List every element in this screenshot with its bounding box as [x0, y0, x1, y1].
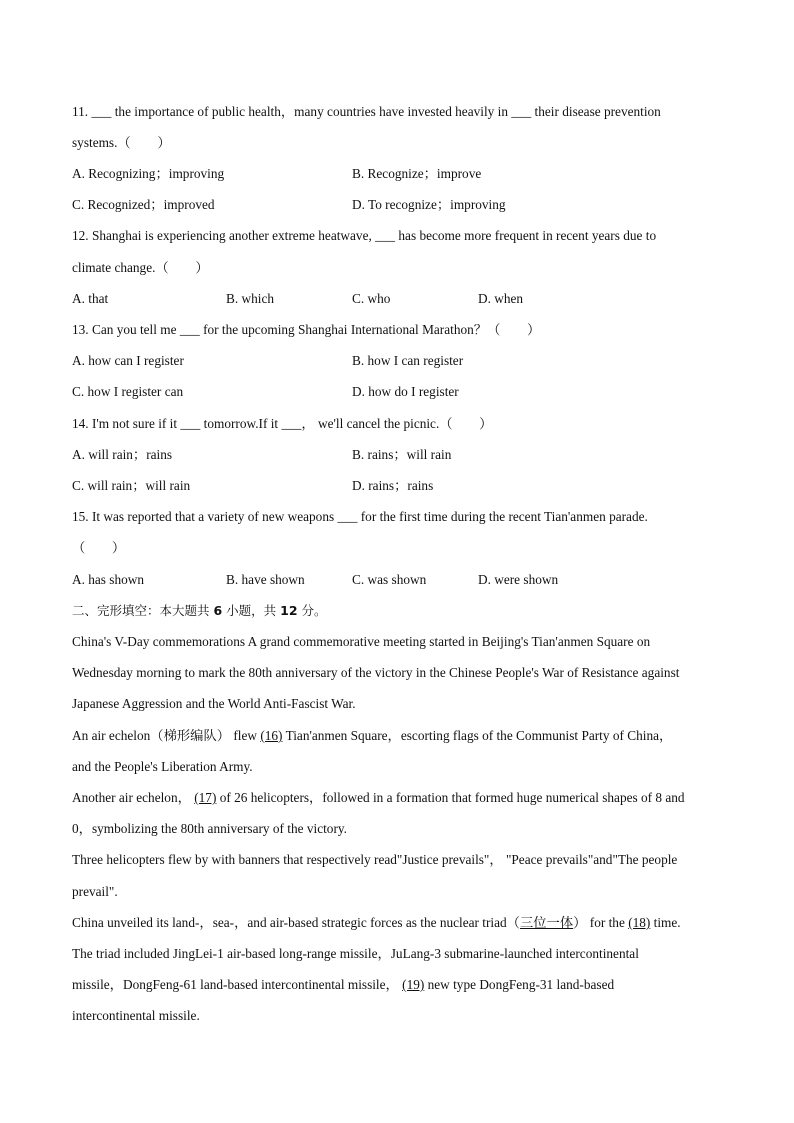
question-12-option-d: D. when: [478, 291, 524, 306]
question-11-stem-cont: systems.（ ）: [72, 135, 171, 150]
passage-p5-text-a: China unveiled its land-，sea-，and air-based strategic forces as the nuclear triad（: [72, 915, 520, 930]
question-11-stem: 11. ___ the importance of public health，many countries have invested heavily in ___ their disease prevention: [72, 104, 661, 119]
passage-p4-line-1: Three helicopters flew by with banners that respectively read"Justice prevails"， "Peace prevails"and"The people: [72, 852, 678, 867]
section-2-prefix: 二、完形填空：本大题共: [72, 603, 214, 618]
question-15-option-c: C. was shown: [352, 572, 427, 587]
passage-p1-line-2: Wednesday morning to mark the 80th anniversary of the victory in the Chinese People's War of Resistance against: [72, 665, 680, 680]
question-15-stem-cont: （ ）: [72, 540, 126, 555]
passage-p5-line-3: [72, 977, 614, 993]
passage-p5-line-3-a: missile，DongFeng-61 land-based intercontinental missile，: [72, 977, 403, 992]
question-13-option-a: A. how can I register: [72, 353, 184, 368]
question-13-stem: 13. Can you tell me ___ for the upcoming Shanghai International Marathon？（ ）: [72, 322, 541, 337]
passage-p3-line-2: 0，symbolizing the 80th anniversary of the victory.: [72, 821, 347, 836]
section-2-question-count: 6: [213, 603, 223, 618]
section-2-suffix: 分。: [297, 603, 327, 618]
question-11-option-d: D. To recognize；improving: [352, 197, 506, 212]
question-14-stem: 14. I'm not sure if it ___ tomorrow.If it ___， we'll cancel the picnic.（ ）: [72, 416, 493, 431]
question-11-option-c: C. Recognized；improved: [72, 197, 215, 212]
question-15-option-a: A. has shown: [72, 572, 145, 587]
passage-p3-line-1: [72, 790, 685, 806]
question-12-option-b: B. which: [226, 291, 275, 306]
passage-p2-text-a: An air echelon（梯形编队） flew: [72, 728, 261, 743]
blank-17: (17): [194, 790, 217, 805]
question-15-option-d: D. were shown: [478, 572, 559, 587]
passage-p5-text-b: ） for the: [573, 915, 629, 930]
question-12-stem: 12. Shanghai is experiencing another extreme heatwave, ___ has become more frequent in recent years due to: [72, 228, 657, 243]
question-14-option-d: D. rains；rains: [352, 478, 434, 493]
question-15-stem: 15. It was reported that a variety of new weapons ___ for the first time during the recent Tian'anmen parade.: [72, 509, 648, 524]
section-2-score: 12: [280, 603, 298, 618]
question-12-stem-cont: climate change.（ ）: [72, 260, 209, 275]
passage-p3-text-b: of 26 helicopters，followed in a formation that formed huge numerical shapes of 8 and: [216, 790, 685, 805]
question-11-option-b: B. Recognize；improve: [352, 166, 482, 181]
question-13-option-c: C. how I register can: [72, 384, 184, 399]
blank-19: (19): [402, 977, 425, 992]
question-14-option-c: C. will rain；will rain: [72, 478, 191, 493]
passage-p5-text-c: time.: [650, 915, 681, 930]
passage-p4-line-2: prevail".: [72, 884, 118, 899]
question-15-option-b: B. have shown: [226, 572, 305, 587]
passage-p2-line-2: and the People's Liberation Army.: [72, 759, 253, 774]
blank-16: (16): [260, 728, 283, 743]
passage-p2-line-1: [72, 728, 672, 744]
section-2-heading: [72, 603, 327, 619]
question-11-option-a: A. Recognizing；improving: [72, 166, 225, 181]
passage-p2-text-b: Tian'anmen Square，escorting flags of the Communist Party of China，: [282, 728, 673, 743]
triad-term: 三位一体: [519, 915, 574, 930]
section-2-mid: 小题，共: [222, 603, 281, 618]
question-12-option-a: A. that: [72, 291, 109, 306]
passage-p5-line-2: The triad included JingLei-1 air-based long-range missile，JuLang-3 submarine-launched intercontinental: [72, 946, 639, 961]
passage-p3-text-a: Another air echelon，: [72, 790, 195, 805]
question-14-option-a: A. will rain；rains: [72, 447, 173, 462]
passage-p5-line-3-b: new type DongFeng-31 land-based: [424, 977, 615, 992]
passage-p1-line-3: Japanese Aggression and the World Anti-Fascist War.: [72, 696, 356, 711]
passage-p1-line-1: China's V-Day commemorations A grand commemorative meeting started in Beijing's Tian'anmen Square on: [72, 634, 651, 649]
question-12-option-c: C. who: [352, 291, 391, 306]
passage-p5-line-4: intercontinental missile.: [72, 1008, 200, 1023]
passage-p5-line-1: [72, 915, 681, 931]
question-13-option-b: B. how I can register: [352, 353, 464, 368]
question-14-option-b: B. rains；will rain: [352, 447, 452, 462]
question-13-option-d: D. how do I register: [352, 384, 459, 399]
blank-18: (18): [628, 915, 651, 930]
